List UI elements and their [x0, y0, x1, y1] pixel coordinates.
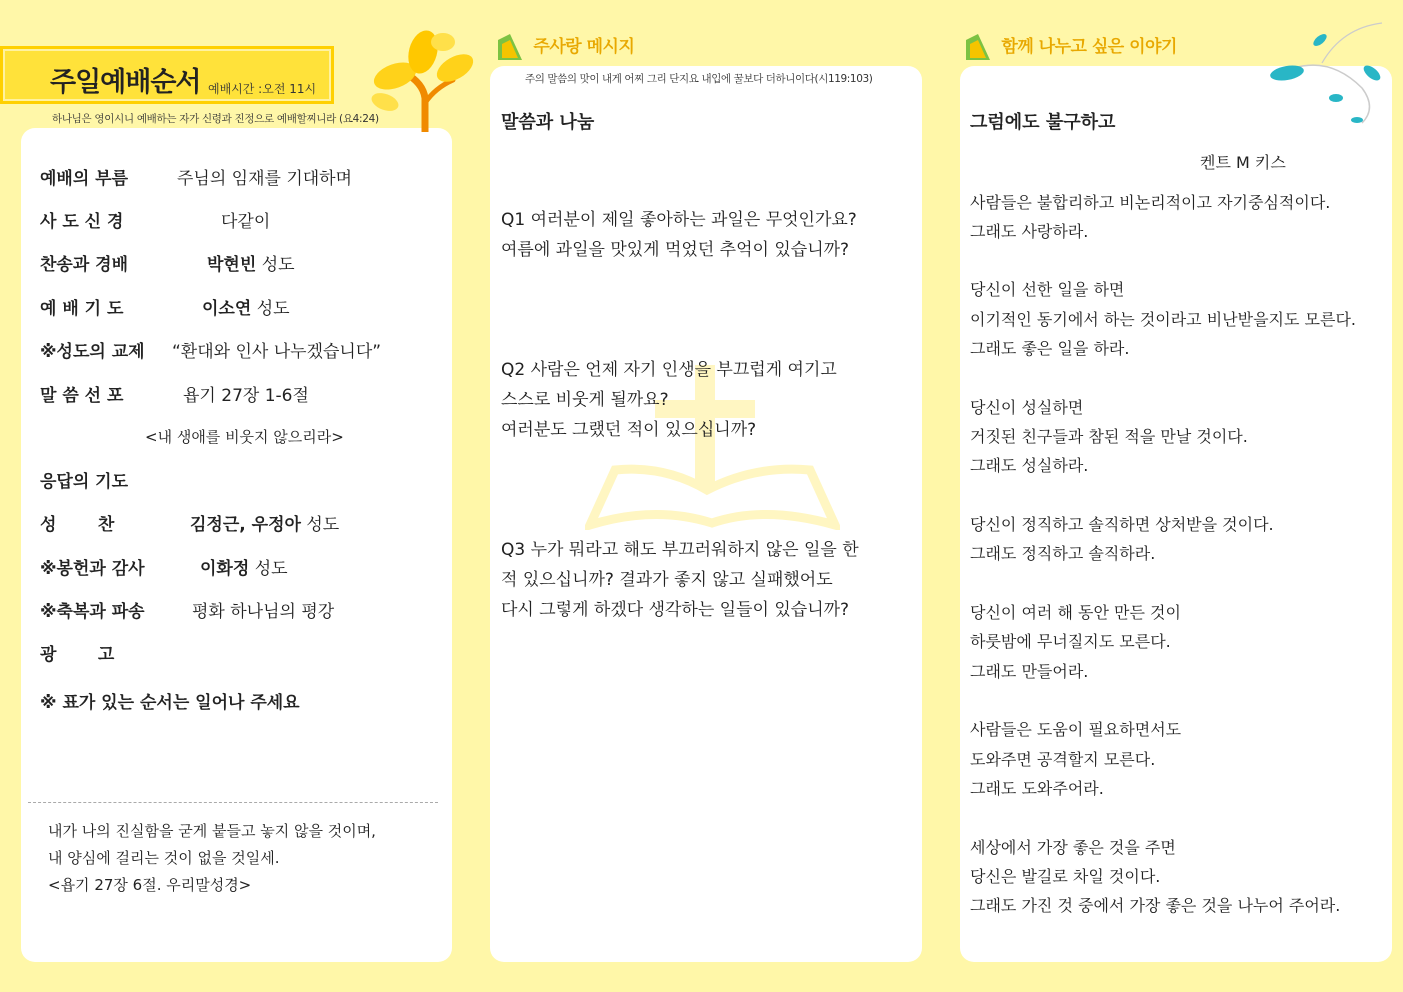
poem-line: 그래도 정직하고 솔직하라.: [970, 544, 1156, 563]
sharing-heading: 말씀과 나눔: [501, 112, 595, 133]
order-value: 평화 하나님의 평강: [192, 602, 335, 622]
poem-line: 도와주면 공격할지 모른다.: [970, 750, 1156, 769]
standing-note: ※ 표가 있는 순서는 일어나 주세요: [40, 693, 300, 713]
poem-line: 그래도 가진 것 중에서 가장 좋은 것을 나누어 주어라.: [970, 896, 1341, 915]
page-title: 주일예배순서: [50, 67, 201, 98]
footer-verse-line: 내가 나의 진실함을 굳게 붙들고 놓지 않을 것이며,: [48, 822, 376, 840]
poem-author: 켄트 M 키스: [1200, 153, 1286, 172]
order-value: 다같이: [221, 212, 271, 232]
question-line: Q1 여러분이 제일 좋아하는 과일은 무엇인가요?: [501, 210, 857, 230]
footer-verse-line: 내 양심에 걸리는 것이 없을 것일세.: [48, 849, 280, 867]
divider: [28, 802, 438, 803]
poem-line: 그래도 사랑하라.: [970, 222, 1089, 241]
order-suffix: 성도: [261, 255, 295, 275]
poem-line: 당신이 정직하고 솔직하면 상처받을 것이다.: [970, 515, 1274, 534]
order-label: ※성도의 교제: [40, 342, 145, 362]
poem-line: 이기적인 동기에서 하는 것이라고 비난받을지도 모른다.: [970, 310, 1357, 329]
order-prayer: [40, 294, 440, 318]
order-label: 말 씀 선 포: [40, 386, 124, 406]
question-line: Q2 사람은 언제 자기 인생을 부끄럽게 여기고: [501, 360, 837, 380]
order-response-prayer: [40, 467, 440, 491]
order-label: ※축복과 파송: [40, 602, 145, 622]
order-communion: [40, 510, 440, 534]
poem-line: 하룻밤에 무너질지도 모른다.: [970, 632, 1171, 651]
order-person: 이소연: [202, 299, 252, 319]
poem-line: 당신이 성실하면: [970, 398, 1084, 417]
title-verse: 하나님은 영이시니 예배하는 자가 신령과 진정으로 예배할찌니라 (요4:24): [52, 113, 379, 125]
order-label: 찬송과 경배: [40, 255, 129, 275]
order-label: 응답의 기도: [40, 472, 129, 492]
order-value: 욥기 27장 1-6절: [183, 386, 309, 406]
floral-ornament-icon: [1262, 18, 1396, 128]
order-value: 주님의 임재를 기대하며: [177, 169, 353, 189]
order-suffix: 성도: [256, 299, 290, 319]
section-heading-story-text: 함께 나누고 싶은 이야기: [1001, 37, 1177, 57]
order-sermon: [40, 381, 440, 405]
question-line: 여러분도 그랬던 적이 있으십니까?: [501, 420, 757, 440]
order-person: 김정근, 우정아: [190, 515, 301, 535]
middle-verse: 주의 말씀의 맛이 내게 어찌 그리 단지요 내입에 꿀보다 더하니이다(시119:103): [525, 73, 873, 85]
poem-line: 사람들은 도움이 필요하면서도: [970, 720, 1182, 739]
order-label: 예 배 기 도: [40, 299, 124, 319]
poem-line: 그래도 좋은 일을 하라.: [970, 339, 1130, 358]
order-praise: [40, 250, 440, 274]
question-line: Q3 누가 뭐라고 해도 부끄러워하지 않은 일을 한: [501, 540, 859, 560]
poem-line: 사람들은 불합리하고 비논리적이고 자기중심적이다.: [970, 193, 1331, 212]
poem-line: 그래도 성실하라.: [970, 456, 1089, 475]
order-label: 예배의 부름: [40, 169, 129, 189]
order-suffix: 성도: [254, 559, 288, 579]
poem-line: 당신이 여러 해 동안 만든 것이: [970, 603, 1181, 622]
order-label: ※봉헌과 감사: [40, 559, 145, 579]
sermon-title: <내 생애를 비웃지 않으리라>: [145, 428, 344, 446]
leaf-logo-icon: [962, 32, 992, 62]
poem-line: 당신은 발길로 차일 것이다.: [970, 867, 1161, 886]
order-person: 박현빈: [207, 255, 257, 275]
order-offering: [40, 554, 440, 578]
question-line: 스스로 비웃게 될까요?: [501, 390, 669, 410]
question-line: 다시 그렇게 하겠다 생각하는 일들이 있습니까?: [501, 600, 850, 620]
order-label: 성 찬: [40, 515, 115, 535]
poem-line: 거짓된 친구들과 참된 적을 만날 것이다.: [970, 427, 1248, 446]
order-apostles-creed: [40, 207, 440, 231]
poem-line: 세상에서 가장 좋은 것을 주면: [970, 838, 1176, 857]
poem-line: 그래도 만들어라.: [970, 662, 1089, 681]
section-heading-message: [494, 32, 634, 62]
section-heading-message-text: 주사랑 메시지: [533, 37, 635, 57]
section-heading-story: [962, 32, 1177, 62]
leaf-logo-icon: [494, 32, 524, 62]
question-line: 여름에 과일을 맛있게 먹었던 추억이 있습니까?: [501, 240, 850, 260]
order-person: 이화정: [200, 559, 250, 579]
poem-title: 그럼에도 불구하고: [970, 112, 1116, 133]
service-time: 예배시간 :오전 11시: [208, 82, 317, 96]
tree-leaf-icon: [365, 28, 480, 132]
order-value: “환대와 인사 나누겠습니다”: [172, 342, 382, 362]
order-label: 사 도 신 경: [40, 212, 124, 232]
footer-verse-reference: <욥기 27장 6절. 우리말성경>: [48, 876, 252, 894]
order-fellowship: [40, 337, 440, 361]
order-benediction: [40, 597, 440, 621]
order-call-to-worship: [40, 164, 440, 188]
poem-line: 그래도 도와주어라.: [970, 779, 1104, 798]
order-suffix: 성도: [306, 515, 340, 535]
order-label: 광 고: [40, 645, 115, 665]
order-announcements: [40, 640, 440, 664]
poem-line: 당신이 선한 일을 하면: [970, 280, 1125, 299]
question-line: 적 있으십니까? 결과가 좋지 않고 실패했어도: [501, 570, 833, 590]
